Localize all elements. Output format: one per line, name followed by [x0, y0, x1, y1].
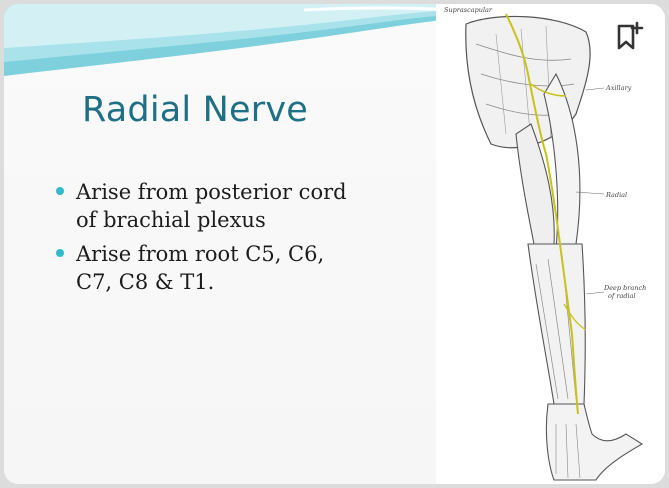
label-radial: Radial: [606, 191, 628, 199]
bullet-item: [56, 178, 386, 234]
bookmark-add-button[interactable]: [608, 14, 652, 58]
bookmark-add-icon: [615, 20, 645, 52]
label-deep-branch-2: of radial: [608, 292, 636, 300]
arm-anatomy-illustration: [436, 4, 665, 484]
bullet-list: [56, 178, 386, 302]
bullet-dot-icon: [56, 249, 64, 257]
arm-anatomy-drawing: [436, 4, 665, 484]
bullet-line: Arise from posterior cord: [76, 180, 347, 204]
bullet-item: [56, 240, 386, 296]
slide: [4, 4, 665, 484]
bullet-line: of brachial plexus: [76, 208, 266, 232]
bullet-dot-icon: [56, 187, 64, 195]
bullet-line: Arise from root C5, C6,: [76, 242, 325, 266]
label-suprascapular: Suprascapular: [444, 6, 493, 14]
bullet-line: C7, C8 & T1.: [76, 270, 215, 294]
slide-title: Radial Nerve: [82, 90, 308, 130]
label-axillary: Axillary: [606, 84, 632, 92]
label-deep-branch: Deep branch: [604, 284, 647, 292]
